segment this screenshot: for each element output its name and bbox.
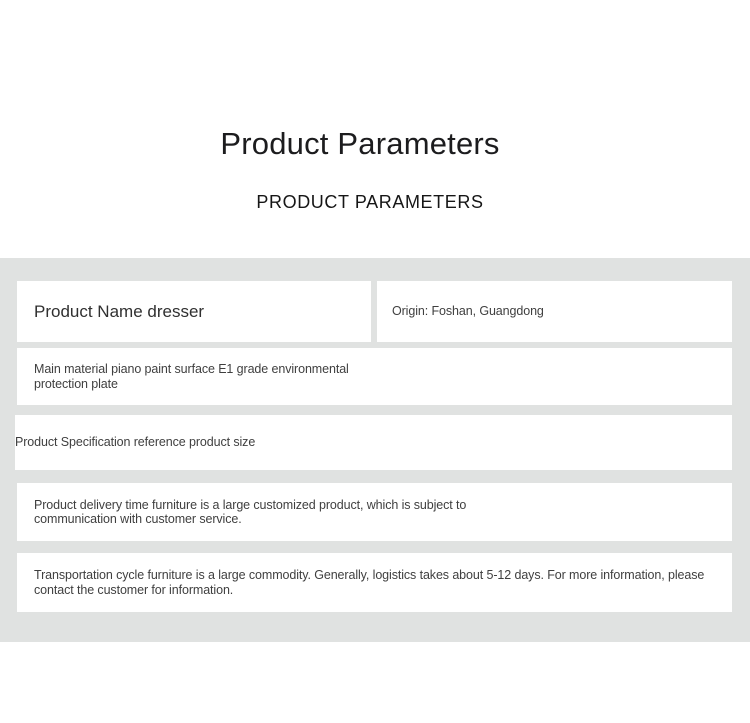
product-parameters-table [0,258,750,642]
product-name-text: Product Name dresser [34,301,205,321]
param-cell-transportation-cycle [17,553,732,612]
param-cell-main-material [17,348,732,405]
page-title: Product Parameters [220,126,500,161]
param-cell-delivery-time [17,483,732,541]
table-row-main-material [17,348,732,405]
specification-text: Product Specification reference product size [15,435,256,450]
table-row-name-origin [17,281,732,342]
main-material-text: Main material piano paint surface E1 grade environmental protection plate [34,362,349,391]
origin-text: Origin: Foshan, Guangdong [392,304,544,319]
page-subtitle: PRODUCT PARAMETERS [256,192,484,212]
param-cell-product-name [17,281,371,342]
param-cell-origin [377,281,732,342]
table-row-delivery-time [17,483,732,541]
delivery-time-text: Product delivery time furniture is a large customized product, which is subject to communication with customer service. [34,497,467,526]
param-cell-specification [15,415,732,470]
transportation-cycle-text: Transportation cycle furniture is a large commodity. Generally, logistics takes about 5-12 days. For more information, please contact the customer for information. [34,568,705,597]
table-row-specification [17,415,732,470]
table-row-transportation-cycle [17,553,732,612]
